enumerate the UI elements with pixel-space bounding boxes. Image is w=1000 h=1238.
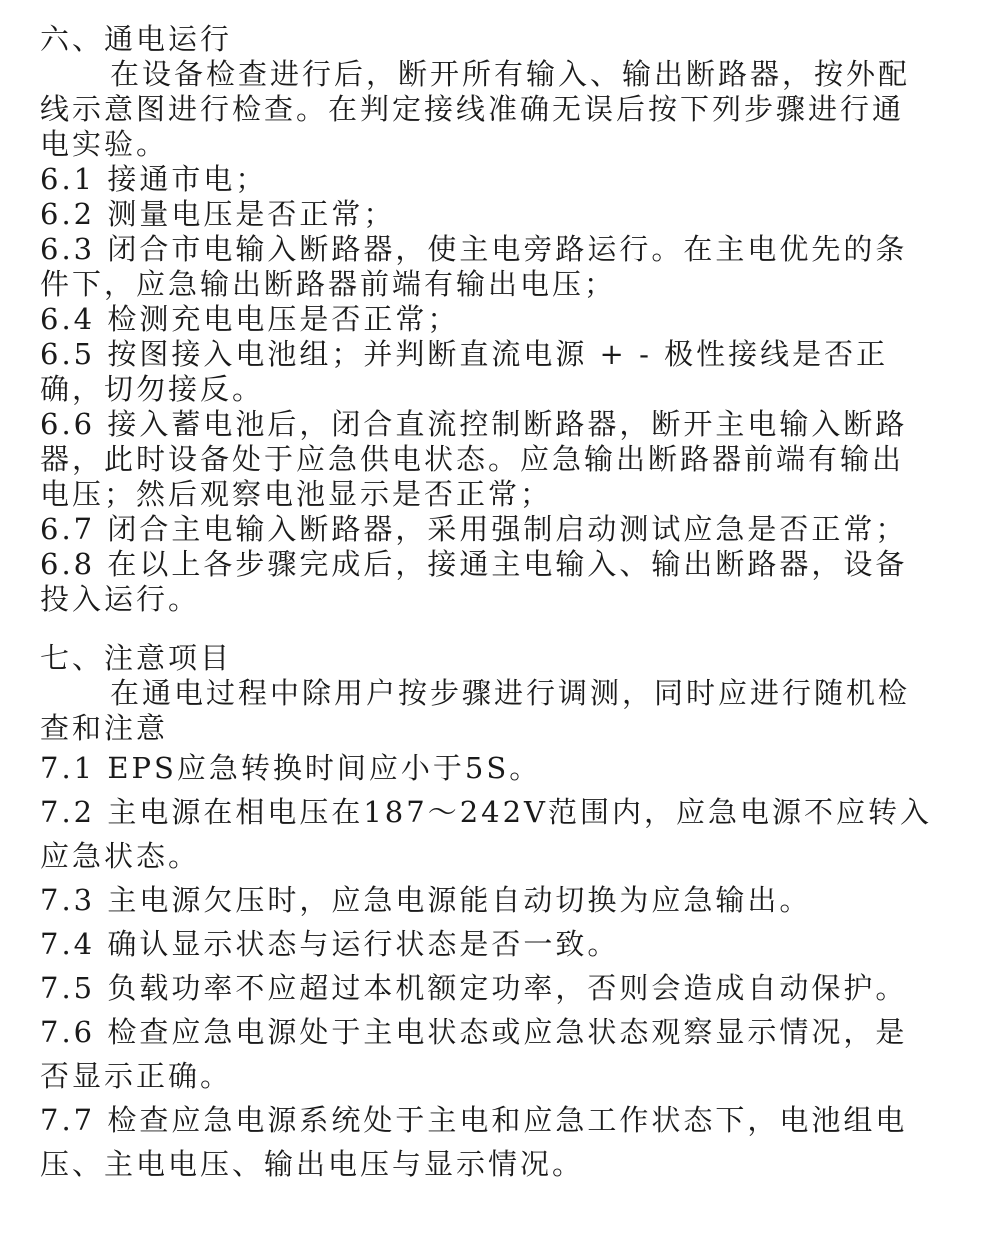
step-line: 器，此时设备处于应急供电状态。应急输出断路器前端有输出 — [40, 442, 905, 476]
item-line: 7.6 检查应急电源处于主电状态或应急状态观察显示情况，是 — [40, 1015, 908, 1049]
step-line: 6.6 接入蓄电池后，闭合直流控制断路器，断开主电输入断路 — [40, 407, 908, 441]
item-line: 应急状态。 — [40, 839, 201, 873]
item-line: 7.3 主电源欠压时，应急电源能自动切换为应急输出。 — [40, 883, 812, 917]
section-6-intro-line: 线示意图进行检查。在判定接线准确无误后按下列步骤进行通 — [40, 92, 905, 126]
section-6-intro-line: 在设备检查进行后，断开所有输入、输出断路器，按外配 — [110, 57, 911, 91]
step-line: 确，切勿接反。 — [40, 372, 265, 406]
step-line: 投入运行。 — [40, 582, 201, 616]
item-line: 压、主电电压、输出电压与显示情况。 — [40, 1147, 585, 1181]
section-7-heading: 七、注意项目 — [40, 641, 233, 675]
item-line: 否显示正确。 — [40, 1059, 233, 1093]
step-line: 6.4 检测充电电压是否正常； — [40, 302, 460, 336]
section-7 — [40, 641, 960, 1186]
step-line: 件下，应急输出断路器前端有输出电压； — [40, 267, 617, 301]
section-6-intro-line: 电实验。 — [40, 127, 169, 161]
section-7-intro-line: 查和注意 — [40, 711, 169, 745]
step-line: 6.8 在以上各步骤完成后，接通主电输入、输出断路器，设备 — [40, 547, 908, 581]
item-line: 7.2 主电源在相电压在187～242V范围内，应急电源不应转入 — [40, 795, 932, 829]
item-line: 7.7 检查应急电源系统处于主电和应急工作状态下，电池组电 — [40, 1103, 908, 1137]
step-line: 6.7 闭合主电输入断路器，采用强制启动测试应急是否正常； — [40, 512, 908, 546]
section-6 — [40, 22, 960, 617]
item-line: 7.4 确认显示状态与运行状态是否一致。 — [40, 927, 620, 961]
section-7-intro-line: 在通电过程中除用户按步骤进行调测，同时应进行随机检 — [110, 676, 911, 710]
section-6-heading: 六、通电运行 — [40, 22, 233, 56]
step-line: 电压；然后观察电池显示是否正常； — [40, 477, 553, 511]
step-line: 6.3 闭合市电输入断路器，使主电旁路运行。在主电优先的条 — [40, 232, 908, 266]
item-line: 7.1 EPS应急转换时间应小于5S。 — [40, 751, 542, 785]
item-line: 7.5 负载功率不应超过本机额定功率，否则会造成自动保护。 — [40, 971, 908, 1005]
step-line: 6.1 接通市电； — [40, 162, 268, 196]
step-line: 6.2 测量电压是否正常； — [40, 197, 396, 231]
document-page — [40, 22, 960, 1186]
step-line: 6.5 按图接入电池组；并判断直流电源 + - 极性接线是否正 — [40, 337, 889, 371]
